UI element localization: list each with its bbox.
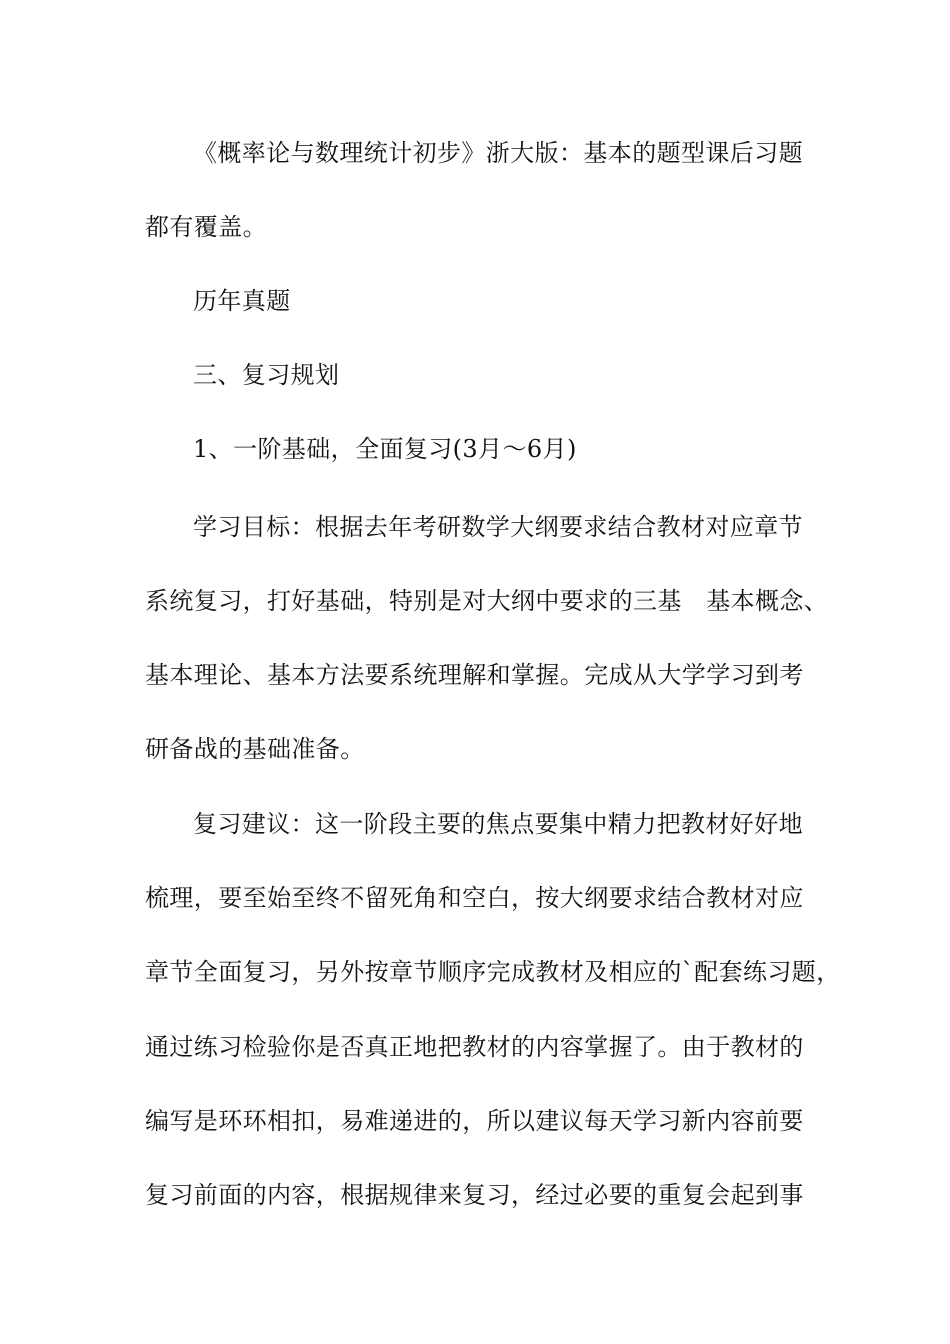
paragraph-line: 研备战的基础准备。: [145, 735, 365, 763]
paragraph-line: 基本理论、基本方法要系统理解和掌握。完成从大学学习到考: [145, 661, 804, 689]
paragraph-line: 学习目标：根据去年考研数学大纲要求结合教材对应章节: [193, 513, 803, 541]
paragraph-line: 《概率论与数理统计初步》浙大版：基本的题型课后习题: [193, 139, 803, 167]
paragraph-line: 复习前面的内容，根据规律来复习，经过必要的重复会起到事: [145, 1181, 804, 1209]
section-heading: 历年真题: [193, 287, 291, 315]
paragraph-line: 都有覆盖。: [145, 213, 267, 241]
paragraph-line: 复习建议：这一阶段主要的焦点要集中精力把教材好好地: [193, 810, 803, 838]
paragraph-line: 梳理，要至始至终不留死角和空白，按大纲要求结合教材对应: [145, 884, 804, 912]
paragraph-line: 编写是环环相扣，易难递进的，所以建议每天学习新内容前要: [145, 1107, 804, 1135]
subsection-heading: 1、一阶基础，全面复习(3月～6月): [193, 435, 577, 463]
paragraph-line: 系统复习，打好基础，特别是对大纲中要求的三基 基本概念、: [145, 587, 829, 615]
section-heading: 三、复习规划: [193, 361, 340, 389]
paragraph-line: 章节全面复习，另外按章节顺序完成教材及相应的`配套练习题，: [145, 958, 841, 986]
paragraph-line: 通过练习检验你是否真正地把教材的内容掌握了。由于教材的: [145, 1033, 804, 1061]
